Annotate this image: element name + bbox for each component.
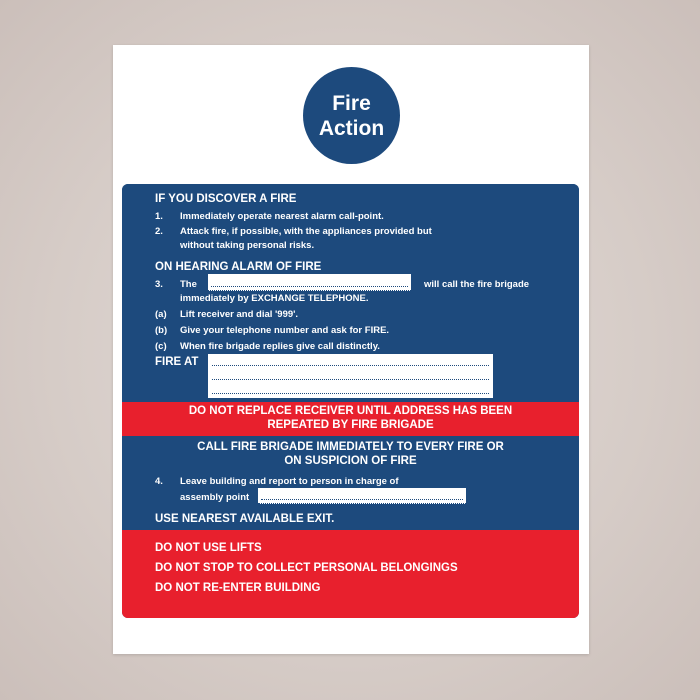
do-not-item-1: DO NOT USE LIFTS xyxy=(155,542,262,554)
fire-action-sign xyxy=(113,45,589,654)
sub-a-num: (a) xyxy=(155,309,167,320)
item-3-num: 3. xyxy=(155,279,163,290)
assembly-point-field[interactable] xyxy=(258,488,466,504)
sub-c-num: (c) xyxy=(155,341,167,352)
call-brigade-line-1: CALL FIRE BRIGADE IMMEDIATELY TO EVERY FIRE OR xyxy=(197,441,504,453)
fire-at-label: FIRE AT xyxy=(155,356,199,368)
item-2-num: 2. xyxy=(155,226,163,237)
person-name-field[interactable] xyxy=(208,274,411,291)
sub-b-num: (b) xyxy=(155,325,168,336)
receiver-warning-line-2: REPEATED BY FIRE BRIGADE xyxy=(267,419,434,431)
do-not-item-3: DO NOT RE-ENTER BUILDING xyxy=(155,582,321,594)
item-3-line2: immediately by EXCHANGE TELEPHONE. xyxy=(180,293,369,304)
title-line-1: Fire xyxy=(332,91,371,115)
item-2-text: Attack fire, if possible, with the appliances provided but xyxy=(180,226,432,237)
item-4-line-2: assembly point xyxy=(180,492,250,503)
item-2-text-cont: without taking personal risks. xyxy=(180,240,315,251)
title-circle xyxy=(303,67,400,164)
item-1-num: 1. xyxy=(155,211,163,222)
fire-address-field[interactable] xyxy=(208,354,493,398)
item-3-post: will call the fire brigade xyxy=(424,279,530,290)
alarm-heading: ON HEARING ALARM OF FIRE xyxy=(155,261,322,273)
sub-c-text: When fire brigade replies give call distinctly. xyxy=(180,341,380,352)
title-line-2: Action xyxy=(318,116,385,140)
item-3-pre: The xyxy=(180,279,197,290)
sub-a-text: Lift receiver and dial '999'. xyxy=(180,309,299,320)
call-brigade-line-2: ON SUSPICION OF FIRE xyxy=(284,455,417,467)
do-not-item-2: DO NOT STOP TO COLLECT PERSONAL BELONGINGS xyxy=(155,562,458,574)
do-not-band xyxy=(122,530,579,618)
discover-heading: IF YOU DISCOVER A FIRE xyxy=(155,193,297,205)
receiver-warning-band xyxy=(122,402,579,436)
instructions-panel xyxy=(122,184,579,618)
item-4-num: 4. xyxy=(155,476,163,487)
item-1-text: Immediately operate nearest alarm call-point. xyxy=(180,211,384,222)
sub-b-text: Give your telephone number and ask for FIRE. xyxy=(180,325,390,336)
call-brigade-section xyxy=(122,436,579,530)
exit-instruction: USE NEAREST AVAILABLE EXIT. xyxy=(155,513,335,525)
receiver-warning-line-1: DO NOT REPLACE RECEIVER UNTIL ADDRESS HAS BEEN xyxy=(188,405,513,417)
discover-section xyxy=(122,184,579,402)
item-4-line-1: Leave building and report to person in charge of xyxy=(180,476,399,487)
